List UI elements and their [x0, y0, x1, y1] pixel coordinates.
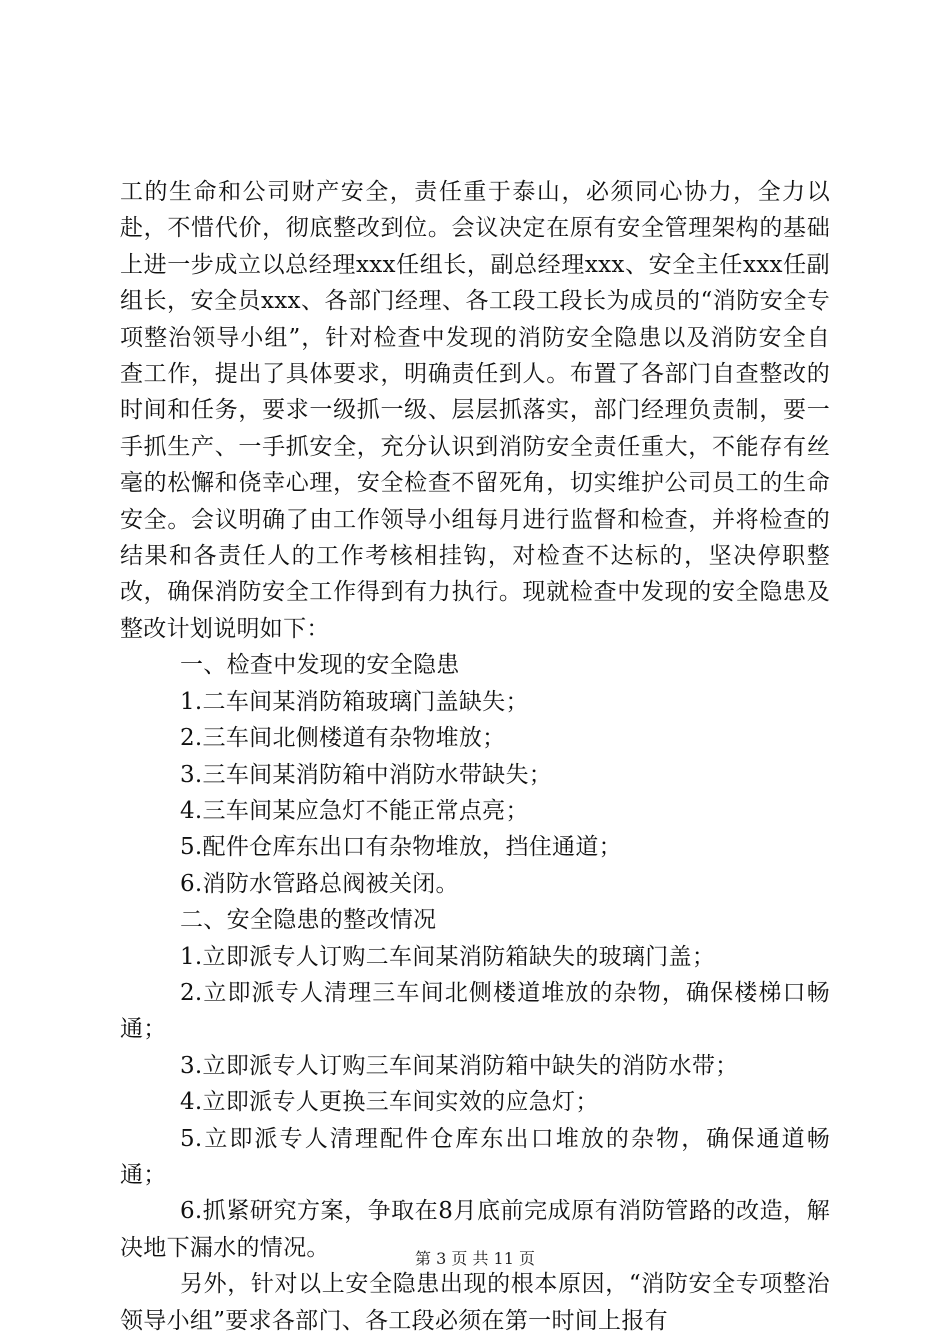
rectification-item: 5.立即派专人清理配件仓库东出口堆放的杂物，确保通道畅通；: [120, 1125, 830, 1188]
rectification-item: 1.立即派专人订购二车间某消防箱缺失的玻璃门盖；: [180, 943, 716, 970]
hazard-item: 1.二车间某消防箱玻璃门盖缺失；: [180, 688, 529, 715]
hazard-item: 2.三车间北侧楼道有杂物堆放；: [180, 725, 506, 752]
rectification-item: 4.立即派专人更换三车间实效的应急灯；: [180, 1089, 599, 1116]
rectification-item: 2.立即派专人清理三车间北侧楼道堆放的杂物，确保楼梯口畅通；: [120, 979, 830, 1043]
hazard-item: 5.配件仓库东出口有杂物堆放，挡住通道；: [180, 834, 622, 861]
page-number-label: 第 3 页 共 11 页: [415, 1249, 535, 1268]
hazard-item: 6.消防水管路总阀被关闭。: [180, 870, 459, 897]
page-footer: [0, 1246, 950, 1269]
section-heading-hazards: 一、检查中发现的安全隐患: [180, 652, 460, 679]
hazard-item: 3.三车间某消防箱中消防水带缺失；: [180, 761, 553, 788]
closing-paragraph: 另外，针对以上安全隐患出现的根本原因，“消防安全专项整治领导小组”要求各部门、各工段必须在第一时间上报有: [120, 1271, 830, 1334]
hazard-item: 4.三车间某应急灯不能正常点亮；: [180, 797, 529, 824]
section-heading-rectification: 二、安全隐患的整改情况: [180, 907, 437, 934]
rectification-item: 6.抓紧研究方案，争取在8月底前完成原有消防管路的改造，解决地下漏水的情况。: [120, 1198, 830, 1261]
document-body: [120, 174, 830, 1339]
intro-paragraph: 工的生命和公司财产安全，责任重于泰山，必须同心协力，全力以赴，不惜代价，彻底整改到位。会议决定在原有安全管理架构的基础上进一步成立以总经理xxx任组长，副总经理xxx、安全主任xxx任副组长，安全员xxx、各部门经理、各工段工段长为成员的“消防安全专项整治领导小组”，针对检查中发现的消防安全隐患以及消防安全自查工作，提出了具体要求，明确责任到人。布置了各部门自查整改的时间和任务，要求一级抓一级、层层抓落实，部门经理负责制，要一手抓生产、一手抓安全，充分认识到消防安全责任重大，不能存有丝毫的松懈和侥幸心理，安全检查不留死角，切实维护公司员工的生命安全。会议明确了由工作领导小组每月进行监督和检查，并将检查的结果和各责任人的工作考核相挂钩，对检查不达标的，坚决停职整改，确保消防安全工作得到有力执行。现就检查中发现的安全隐患及整改计划说明如下：: [120, 179, 830, 642]
rectification-item: 3.立即派专人订购三车间某消防箱中缺失的消防水带；: [180, 1052, 739, 1079]
